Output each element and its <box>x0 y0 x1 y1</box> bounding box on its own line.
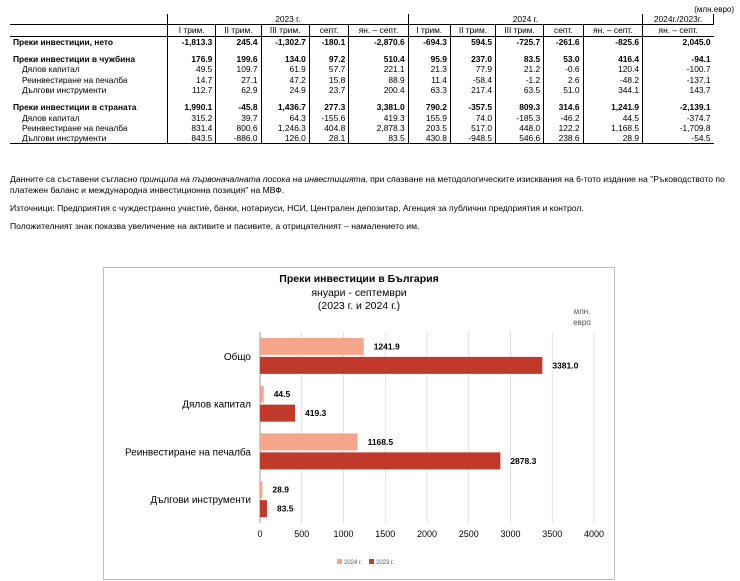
table-cell: -137.1 <box>643 74 714 84</box>
table-cell: 404.8 <box>309 123 348 133</box>
table-cell: 44.5 <box>583 112 642 122</box>
table-cell: 517.0 <box>450 123 495 133</box>
spacer-cell <box>10 47 168 54</box>
row-label: Дългови инструменти <box>10 133 168 144</box>
x-tick-label: 500 <box>294 529 310 539</box>
note-sign: Положителният знак показва увеличение на активите и пасивите, а отрицателният – намалението им. <box>10 221 420 231</box>
table-cell: 221.1 <box>349 64 408 74</box>
table-cell: 1,168.5 <box>583 123 642 133</box>
table-cell: 800.6 <box>216 123 261 133</box>
row-label: Дългови инструменти <box>22 84 107 95</box>
table-row <box>10 36 714 47</box>
table-row <box>10 85 714 95</box>
x-tick-label: 2000 <box>416 529 438 539</box>
spacer-cell <box>168 47 216 54</box>
row-label: Реинвестиране на печалба <box>22 74 128 85</box>
table-cell: 1,990.1 <box>168 102 216 112</box>
table-cell: 74.0 <box>450 112 495 122</box>
table-cell: 2,045.0 <box>643 36 714 47</box>
note-sources: Източници: Предприятия с чуждестранно участие, банки, нотариуси, НСИ, Централен депозитар, Агенция за публични предприятия и контрол. <box>10 203 584 213</box>
fdi-chart <box>103 267 615 580</box>
chart-title: Преки инвестиции в България <box>279 273 439 285</box>
table-cell: -825.6 <box>583 36 642 47</box>
table-cell: 419.3 <box>349 112 408 122</box>
legend-swatch <box>337 559 342 564</box>
table-cell: 28.1 <box>309 133 348 144</box>
table-cell: 315.2 <box>168 112 216 122</box>
table-cell: 47.2 <box>261 74 309 84</box>
table-cell: 199.6 <box>216 54 261 64</box>
table-cell: 203.5 <box>408 123 450 133</box>
table-cell: 1,246.3 <box>261 123 309 133</box>
x-tick-label: 3500 <box>542 529 563 539</box>
row-label: Реинвестиране на печалба <box>22 122 128 133</box>
table-cell: 97.2 <box>309 54 348 64</box>
table-cell: 122.2 <box>544 123 583 133</box>
x-tick-label: 2500 <box>458 529 479 539</box>
table-row <box>10 74 714 84</box>
spacer-cell <box>544 47 583 54</box>
spacer-cell <box>10 95 168 102</box>
period-header: III трим. <box>496 25 544 36</box>
spacer-cell <box>583 47 642 54</box>
table-cell: 2.6 <box>544 74 583 84</box>
table-cell: -100.7 <box>643 64 714 74</box>
table-cell: 809.3 <box>496 102 544 112</box>
unit-label: (млн.евро) <box>694 5 734 14</box>
bar-value-label: 83.5 <box>276 503 294 514</box>
table-cell: 1,436.7 <box>261 102 309 112</box>
spacer-cell <box>408 95 450 102</box>
bar-value-label: 28.9 <box>272 484 289 495</box>
spacer-cell <box>496 95 544 102</box>
table-cell: 126.0 <box>261 133 309 144</box>
table-row <box>10 123 714 133</box>
table-cell: 14.7 <box>168 74 216 84</box>
bar-2024 <box>260 481 262 498</box>
spacer-cell <box>496 47 544 54</box>
table-cell: -374.7 <box>643 112 714 122</box>
chart-subtitle: януари - септември <box>311 287 407 299</box>
table-cell: 112.7 <box>168 85 216 95</box>
table-cell: -0.6 <box>544 64 583 74</box>
spacer-cell <box>309 47 348 54</box>
table-cell: -2,139.1 <box>643 102 714 112</box>
table-cell: 23.7 <box>309 85 348 95</box>
unit-label-chart: млн. <box>573 307 591 316</box>
table-cell: 39.7 <box>216 112 261 122</box>
table-cell: 176.9 <box>168 54 216 64</box>
table-row <box>10 54 714 64</box>
spacer-row <box>10 95 714 102</box>
table-cell: 238.6 <box>544 133 583 144</box>
legend-label: 2024 г. <box>344 560 363 566</box>
table-cell: 831.4 <box>168 123 216 133</box>
table-cell: 64.3 <box>261 112 309 122</box>
table-cell: 843.5 <box>168 133 216 144</box>
corner-cell <box>10 14 168 25</box>
table-cell: 416.4 <box>583 54 642 64</box>
bar-2024 <box>260 433 358 450</box>
notes <box>10 174 730 239</box>
table-cell: 200.4 <box>349 85 408 95</box>
category-label: Дългови инструменти <box>150 495 251 507</box>
bar-2024 <box>260 386 264 403</box>
note-methodology <box>10 174 730 196</box>
spacer-cell <box>450 95 495 102</box>
table-cell: 594.5 <box>450 36 495 47</box>
spacer-cell <box>216 95 261 102</box>
bar-value-label: 3381.0 <box>552 360 579 371</box>
table-cell: -185.3 <box>496 112 544 122</box>
table-cell: -155.6 <box>309 112 348 122</box>
legend-swatch <box>369 559 374 564</box>
legend-label: 2023 г. <box>376 560 395 566</box>
table-cell: 277.3 <box>309 102 348 112</box>
table-cell: 314.6 <box>544 102 583 112</box>
spacer-cell <box>349 47 408 54</box>
table-cell: 3,381.0 <box>349 102 408 112</box>
table-row <box>10 112 714 122</box>
category-label: Общо <box>223 351 251 363</box>
period-header: I трим. <box>168 25 216 36</box>
table-row <box>10 133 714 144</box>
spacer-cell <box>261 47 309 54</box>
period-header: ян. – септ. <box>643 25 714 36</box>
bar-value-label: 1241.9 <box>373 341 400 352</box>
table-cell: 63.3 <box>408 85 450 95</box>
category-label: Дялов капитал <box>182 399 251 411</box>
bar-2024 <box>260 338 364 355</box>
period-header: II трим. <box>216 25 261 36</box>
table-cell: 24.9 <box>261 85 309 95</box>
period-header: септ. <box>544 25 583 36</box>
table-cell: 217.4 <box>450 85 495 95</box>
table-cell: 2,878.3 <box>349 123 408 133</box>
table-cell: 61.9 <box>261 64 309 74</box>
fdi-table <box>10 14 714 144</box>
row-label: Преки инвестиции, нето <box>13 36 113 47</box>
spacer-cell <box>261 95 309 102</box>
spacer-cell <box>583 95 642 102</box>
table-cell: 51.0 <box>544 85 583 95</box>
bar-value-label: 44.5 <box>273 389 291 400</box>
unit-label-chart: евро <box>573 318 591 327</box>
x-tick-label: 1000 <box>333 529 354 539</box>
spacer-cell <box>349 95 408 102</box>
x-tick-label: 0 <box>257 529 263 539</box>
table-cell: 88.9 <box>349 74 408 84</box>
spacer-cell <box>168 95 216 102</box>
category-label: Реинвестиране на печалба <box>125 447 251 459</box>
period-header: III трим. <box>261 25 309 36</box>
table-cell: 1,241.9 <box>583 102 642 112</box>
x-tick-label: 1500 <box>375 529 396 539</box>
row-label: Преки инвестиции в страната <box>13 102 137 113</box>
row-label: Дялов капитал <box>22 112 80 123</box>
chart-svg <box>104 268 614 579</box>
table-cell: -886.0 <box>216 133 261 144</box>
spacer-row <box>10 47 714 54</box>
table-cell: 62.9 <box>216 85 261 95</box>
table-cell: -261.6 <box>544 36 583 47</box>
table-cell: 237.0 <box>450 54 495 64</box>
table-cell: -694.3 <box>408 36 450 47</box>
bar-2023 <box>260 405 295 422</box>
table-cell: 546.6 <box>496 133 544 144</box>
period-header: I трим. <box>408 25 450 36</box>
year-header: 2023 г. <box>168 14 409 25</box>
table-cell: 83.5 <box>496 54 544 64</box>
table-cell: 28.9 <box>583 133 642 144</box>
table-cell: 344.1 <box>583 85 642 95</box>
table-cell: 245.4 <box>216 36 261 47</box>
table-row <box>10 102 714 112</box>
table-cell: -1,709.8 <box>643 123 714 133</box>
table-cell: 53.0 <box>544 54 583 64</box>
chart-subtitle: (2023 г. и 2024 г.) <box>317 300 401 312</box>
table-cell: -725.7 <box>496 36 544 47</box>
spacer-cell <box>544 95 583 102</box>
table-cell: 155.9 <box>408 112 450 122</box>
table-cell: 49.5 <box>168 64 216 74</box>
period-header-row <box>10 25 714 36</box>
period-header: II трим. <box>450 25 495 36</box>
spacer-cell <box>643 47 714 54</box>
table-cell: 27.1 <box>216 74 261 84</box>
table-cell: -58.4 <box>450 74 495 84</box>
table-cell: 11.4 <box>408 74 450 84</box>
note-text: Данните са съставени съгласно <box>10 174 140 184</box>
bar-value-label: 1168.5 <box>367 436 394 447</box>
period-header: ян. – септ. <box>349 25 408 36</box>
table-cell: 430.8 <box>408 133 450 144</box>
year-header: 2024 г. <box>408 14 642 25</box>
table-cell: -357.5 <box>450 102 495 112</box>
bar-2023 <box>260 452 500 469</box>
table-cell: -45.8 <box>216 102 261 112</box>
x-tick-label: 3000 <box>500 529 521 539</box>
table-cell: 95.9 <box>408 54 450 64</box>
corner-cell <box>10 25 168 36</box>
row-label: Дялов капитал <box>22 64 80 75</box>
note-text: при спазване на методологическите изисквания на 6-тото издание на "Ръководството по платежен баланс и международна инвестиционна позиция" на МВФ. <box>10 174 725 195</box>
spacer-cell <box>450 47 495 54</box>
table-cell: -948.5 <box>450 133 495 144</box>
spacer-cell <box>216 47 261 54</box>
table-cell: -48.2 <box>583 74 642 84</box>
table-cell: -54.5 <box>643 133 714 144</box>
table-cell: 134.0 <box>261 54 309 64</box>
table-cell: 109.7 <box>216 64 261 74</box>
spacer-cell <box>309 95 348 102</box>
table-cell: 77.9 <box>450 64 495 74</box>
table-cell: 83.5 <box>349 133 408 144</box>
table-cell: 448.0 <box>496 123 544 133</box>
table-cell: 21.3 <box>408 64 450 74</box>
table-cell: 143.7 <box>643 85 714 95</box>
table-cell: 21.2 <box>496 64 544 74</box>
spacer-cell <box>408 47 450 54</box>
table-cell: 510.4 <box>349 54 408 64</box>
row-label: Преки инвестиции в чужбина <box>13 54 136 65</box>
year-header-row <box>10 14 714 25</box>
table-cell: -94.1 <box>643 54 714 64</box>
table-cell: -46.2 <box>544 112 583 122</box>
bar-2023 <box>260 357 542 374</box>
table-cell: 57.7 <box>309 64 348 74</box>
table-cell: 790.2 <box>408 102 450 112</box>
bar-value-label: 2878.3 <box>510 455 537 466</box>
table-cell: 63.5 <box>496 85 544 95</box>
table-cell: -180.1 <box>309 36 348 47</box>
x-tick-label: 4000 <box>583 529 605 539</box>
table-cell: 120.4 <box>583 64 642 74</box>
bar-2023 <box>260 500 267 517</box>
period-header: ян. – септ. <box>583 25 642 36</box>
period-header: септ. <box>309 25 348 36</box>
table-cell: -1.2 <box>496 74 544 84</box>
note-italic: принципа на първоначалната посока на инвестицията, <box>139 174 368 184</box>
table-cell: -2,870.6 <box>349 36 408 47</box>
bar-value-label: 419.3 <box>305 408 327 419</box>
table-row <box>10 64 714 74</box>
table-cell: -1,302.7 <box>261 36 309 47</box>
year-header: 2024г./2023г. <box>643 14 714 25</box>
table-cell: -1,813.3 <box>168 36 216 47</box>
table-cell: 15.8 <box>309 74 348 84</box>
spacer-cell <box>643 95 714 102</box>
